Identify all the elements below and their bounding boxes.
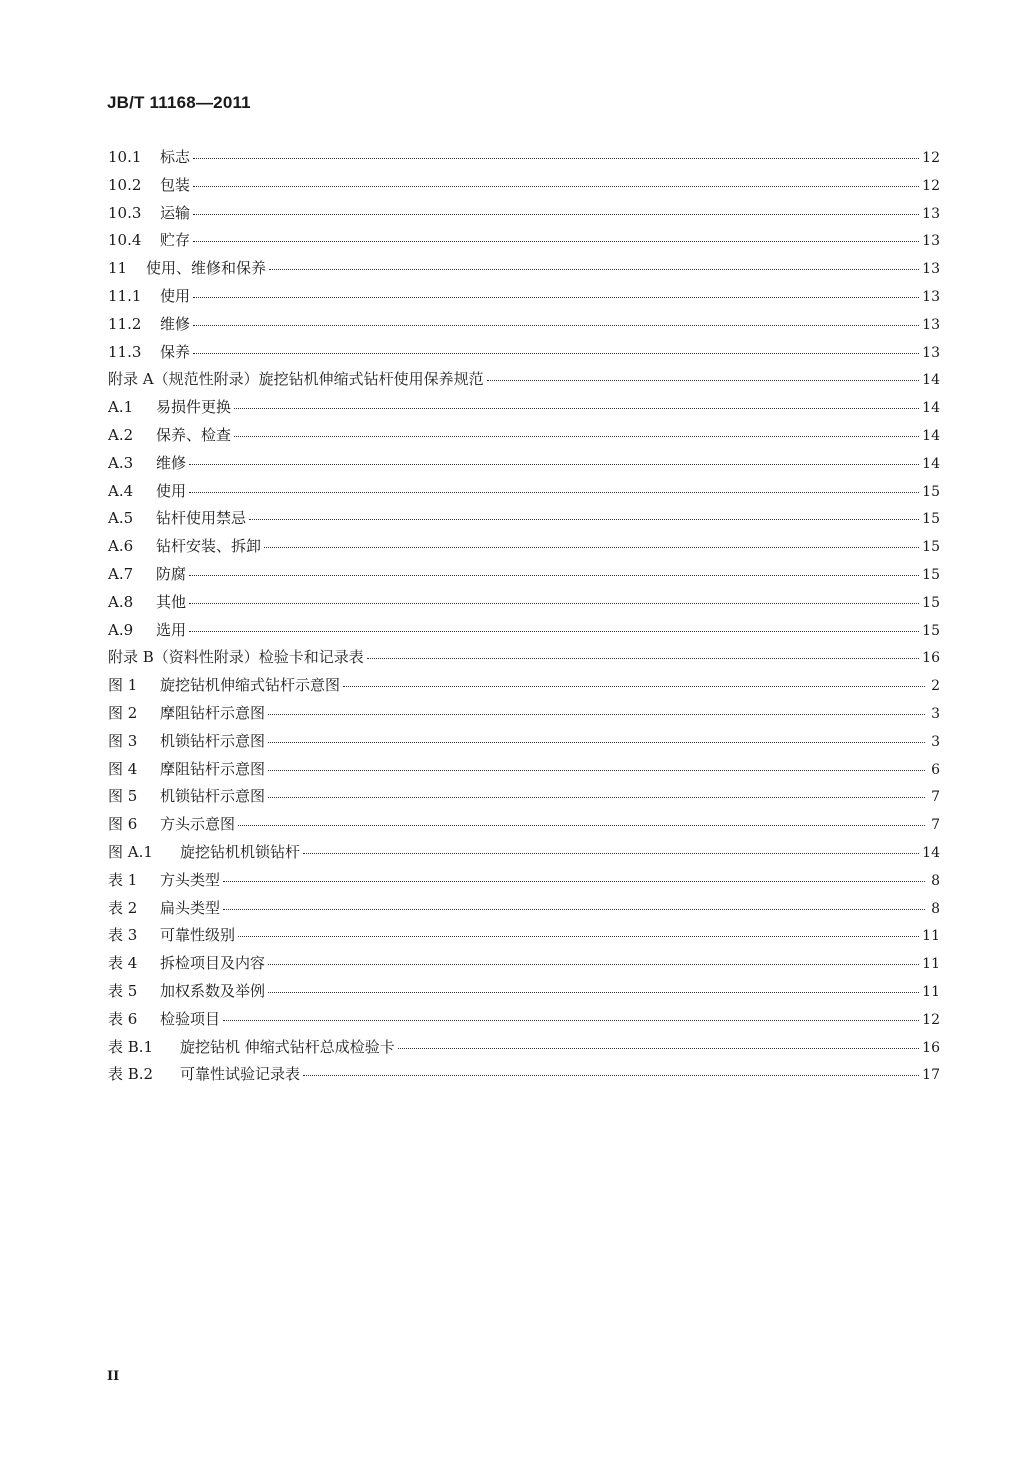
- toc-entry-title: 运输: [160, 203, 191, 222]
- dot-leader: [193, 185, 919, 187]
- document-code: JB/T 11168—2011: [107, 93, 251, 112]
- toc-entry-title: 使用: [156, 481, 187, 500]
- toc-entry[interactable]: [108, 674, 940, 702]
- toc-entry-title: 维修: [160, 314, 191, 333]
- toc-entry-page: 11: [922, 956, 940, 973]
- toc-entry[interactable]: [108, 146, 940, 174]
- toc-entry-title: 选用: [156, 620, 187, 639]
- toc-entry[interactable]: [108, 229, 940, 257]
- toc-entry-page: 7: [931, 789, 940, 806]
- toc-entry[interactable]: [108, 563, 940, 591]
- toc-entry-page: 2: [931, 678, 940, 695]
- toc-entry-page: 6: [931, 761, 940, 778]
- toc-entry-page: 14: [922, 400, 940, 417]
- toc-entry-number: 图 3: [108, 731, 138, 750]
- toc-entry-title: （资料性附录）检验卡和记录表: [153, 648, 364, 667]
- toc-entry-number: 11.2: [108, 314, 142, 333]
- toc-entry[interactable]: [108, 980, 940, 1008]
- toc-entry[interactable]: [108, 174, 940, 202]
- dot-leader: [269, 268, 919, 270]
- dot-leader: [223, 880, 925, 882]
- toc-entry-number: A.5: [108, 509, 134, 528]
- toc-entry-page: 12: [922, 1011, 940, 1028]
- dot-leader: [303, 1074, 919, 1076]
- toc-entry-page: 11: [922, 928, 940, 945]
- dot-leader: [268, 963, 919, 965]
- dot-leader: [189, 574, 919, 576]
- dot-leader: [249, 518, 919, 520]
- toc-entry-title: 维修: [156, 453, 187, 472]
- toc-entry-title: 旋挖钻机伸缩式钻杆示意图: [160, 676, 341, 695]
- toc-entry-page: 14: [922, 372, 940, 389]
- toc-entry-number: 表 4: [108, 954, 138, 973]
- toc-entry[interactable]: [108, 368, 940, 396]
- toc-entry-title: 摩阻钻杆示意图: [160, 703, 266, 722]
- toc-entry[interactable]: [108, 897, 940, 925]
- dot-leader: [268, 713, 925, 715]
- toc-entry-number: 表 5: [108, 981, 138, 1000]
- toc-entry[interactable]: [108, 1008, 940, 1036]
- table-of-contents: [108, 146, 940, 1091]
- toc-entry-title: 贮存: [160, 231, 191, 250]
- toc-entry[interactable]: [108, 702, 940, 730]
- dot-leader: [189, 463, 919, 465]
- dot-leader: [189, 491, 919, 493]
- toc-entry-number: A.3: [108, 453, 134, 472]
- toc-entry-title: 保养、检查: [156, 425, 232, 444]
- toc-entry-title: 旋挖钻机机锁钻杆: [180, 842, 301, 861]
- toc-entry-number: 表 3: [108, 926, 138, 945]
- dot-leader: [193, 213, 919, 215]
- toc-entry-title: 方头类型: [160, 870, 221, 889]
- toc-entry[interactable]: [108, 813, 940, 841]
- dot-leader: [264, 546, 919, 548]
- toc-entry-number: 附录 B: [108, 648, 154, 667]
- dot-leader: [223, 908, 925, 910]
- toc-entry-page: 16: [922, 1039, 940, 1056]
- toc-entry[interactable]: [108, 313, 940, 341]
- toc-entry-title: 方头示意图: [160, 815, 236, 834]
- dot-leader: [238, 824, 925, 826]
- dot-leader: [268, 741, 925, 743]
- toc-entry-number: 图 A.1: [108, 842, 153, 861]
- toc-entry[interactable]: [108, 480, 940, 508]
- toc-entry-page: 14: [922, 844, 940, 861]
- toc-entry-number: 图 4: [108, 759, 138, 778]
- toc-entry[interactable]: [108, 1063, 940, 1091]
- toc-entry[interactable]: [108, 924, 940, 952]
- dot-leader: [238, 935, 919, 937]
- toc-entry-number: A.4: [108, 481, 134, 500]
- toc-entry-title: 扁头类型: [160, 898, 221, 917]
- toc-entry[interactable]: [108, 341, 940, 369]
- toc-entry-number: 图 2: [108, 703, 138, 722]
- toc-entry-page: 12: [922, 150, 940, 166]
- toc-entry-number: 表 2: [108, 898, 138, 917]
- toc-entry-number: 附录 A: [108, 370, 154, 389]
- toc-entry[interactable]: [108, 646, 940, 674]
- dot-leader: [268, 796, 925, 798]
- toc-entry-page: 8: [931, 872, 940, 889]
- toc-entry-page: 17: [922, 1067, 940, 1084]
- toc-entry-page: 15: [922, 622, 940, 639]
- toc-entry-title: 使用、维修和保养: [146, 259, 267, 278]
- toc-entry-number: 10.4: [108, 231, 142, 250]
- dot-leader: [193, 296, 919, 298]
- toc-entry[interactable]: [108, 730, 940, 758]
- toc-entry-title: 使用: [160, 286, 191, 305]
- toc-entry-page: 7: [931, 817, 940, 834]
- toc-entry[interactable]: [108, 535, 940, 563]
- toc-entry-number: 11.3: [108, 342, 142, 361]
- dot-leader: [193, 324, 919, 326]
- toc-entry-number: 图 1: [108, 676, 138, 695]
- dot-leader: [189, 602, 919, 604]
- dot-leader: [234, 435, 919, 437]
- dot-leader: [268, 769, 925, 771]
- toc-entry-page: 13: [922, 233, 940, 250]
- dot-leader: [193, 240, 919, 242]
- dot-leader: [223, 1019, 919, 1021]
- toc-entry-page: 13: [922, 261, 940, 278]
- toc-entry-number: 表 6: [108, 1009, 138, 1028]
- toc-entry-number: 11: [108, 259, 128, 278]
- toc-entry-number: 图 5: [108, 787, 138, 806]
- toc-entry-title: 机锁钻杆示意图: [160, 787, 266, 806]
- toc-entry[interactable]: [108, 424, 940, 452]
- toc-entry[interactable]: [108, 1036, 940, 1064]
- dot-leader: [268, 991, 919, 993]
- toc-entry-number: 11.1: [108, 286, 142, 305]
- toc-entry[interactable]: [108, 619, 940, 647]
- toc-entry-title: 易损件更换: [156, 398, 232, 417]
- toc-entry-title: 机锁钻杆示意图: [160, 731, 266, 750]
- page-number: II: [107, 1369, 120, 1384]
- toc-entry-page: 13: [922, 205, 940, 222]
- toc-entry-title: 旋挖钻机 伸缩式钻杆总成检验卡: [180, 1037, 395, 1056]
- dot-leader: [303, 852, 919, 854]
- toc-entry[interactable]: [108, 396, 940, 424]
- toc-entry[interactable]: [108, 285, 940, 313]
- toc-entry-title: 包装: [160, 175, 191, 194]
- toc-entry-title: 可靠性级别: [160, 926, 236, 945]
- dot-leader: [234, 407, 919, 409]
- toc-entry-page: 3: [931, 733, 940, 750]
- toc-entry-page: 8: [931, 900, 940, 917]
- toc-entry-title: 钻杆使用禁忌: [156, 509, 247, 528]
- toc-entry-page: 16: [922, 650, 940, 667]
- dot-leader: [487, 379, 920, 381]
- toc-entry-number: 表 B.2: [108, 1065, 154, 1084]
- toc-entry-number: 10.2: [108, 175, 142, 194]
- toc-entry-number: 表 1: [108, 870, 138, 889]
- toc-entry[interactable]: [108, 785, 940, 813]
- toc-entry[interactable]: [108, 591, 940, 619]
- toc-entry-number: A.9: [108, 620, 134, 639]
- toc-entry-title: 标志: [160, 148, 191, 166]
- toc-entry-number: A.7: [108, 564, 134, 583]
- toc-entry-page: 15: [922, 594, 940, 611]
- dot-leader: [367, 657, 919, 659]
- toc-entry-page: 13: [922, 288, 940, 305]
- toc-entry-number: 10.3: [108, 203, 142, 222]
- toc-entry-page: 12: [922, 177, 940, 194]
- toc-entry-number: 表 B.1: [108, 1037, 154, 1056]
- toc-entry[interactable]: [108, 452, 940, 480]
- toc-entry[interactable]: [108, 869, 940, 897]
- toc-entry[interactable]: [108, 952, 940, 980]
- toc-entry-page: 11: [922, 983, 940, 1000]
- toc-entry-title: 加权系数及举例: [160, 981, 266, 1000]
- toc-entry-title: （规范性附录）旋挖钻机伸缩式钻杆使用保养规范: [153, 370, 484, 389]
- toc-entry-page: 15: [922, 511, 940, 528]
- dot-leader: [193, 157, 919, 159]
- toc-entry-page: 13: [922, 316, 940, 333]
- dot-leader: [398, 1047, 919, 1049]
- toc-entry-number: 10.1: [108, 148, 142, 166]
- toc-entry[interactable]: [108, 507, 940, 535]
- toc-entry-title: 摩阻钻杆示意图: [160, 759, 266, 778]
- toc-entry-number: 图 6: [108, 815, 138, 834]
- toc-entry-title: 钻杆安装、拆卸: [156, 537, 262, 556]
- toc-entry-number: A.8: [108, 592, 134, 611]
- toc-entry[interactable]: [108, 257, 940, 285]
- toc-entry-title: 其他: [156, 592, 187, 611]
- toc-entry-page: 15: [922, 566, 940, 583]
- toc-entry-page: 3: [931, 705, 940, 722]
- dot-leader: [343, 685, 925, 687]
- toc-entry-page: 13: [922, 344, 940, 361]
- toc-entry[interactable]: [108, 758, 940, 786]
- toc-entry-title: 防腐: [156, 564, 187, 583]
- toc-entry-number: A.2: [108, 425, 134, 444]
- toc-entry-title: 检验项目: [160, 1009, 221, 1028]
- dot-leader: [189, 630, 919, 632]
- toc-entry-page: 14: [922, 427, 940, 444]
- toc-entry-title: 保养: [160, 342, 191, 361]
- toc-entry-title: 可靠性试验记录表: [180, 1065, 301, 1084]
- toc-entry[interactable]: [108, 841, 940, 869]
- toc-entry-number: A.6: [108, 537, 134, 556]
- toc-entry-page: 15: [922, 539, 940, 556]
- toc-entry-number: A.1: [108, 398, 134, 417]
- toc-entry-title: 拆检项目及内容: [160, 954, 266, 973]
- toc-entry-page: 15: [922, 483, 940, 500]
- toc-entry[interactable]: [108, 202, 940, 230]
- toc-entry-page: 14: [922, 455, 940, 472]
- dot-leader: [193, 352, 919, 354]
